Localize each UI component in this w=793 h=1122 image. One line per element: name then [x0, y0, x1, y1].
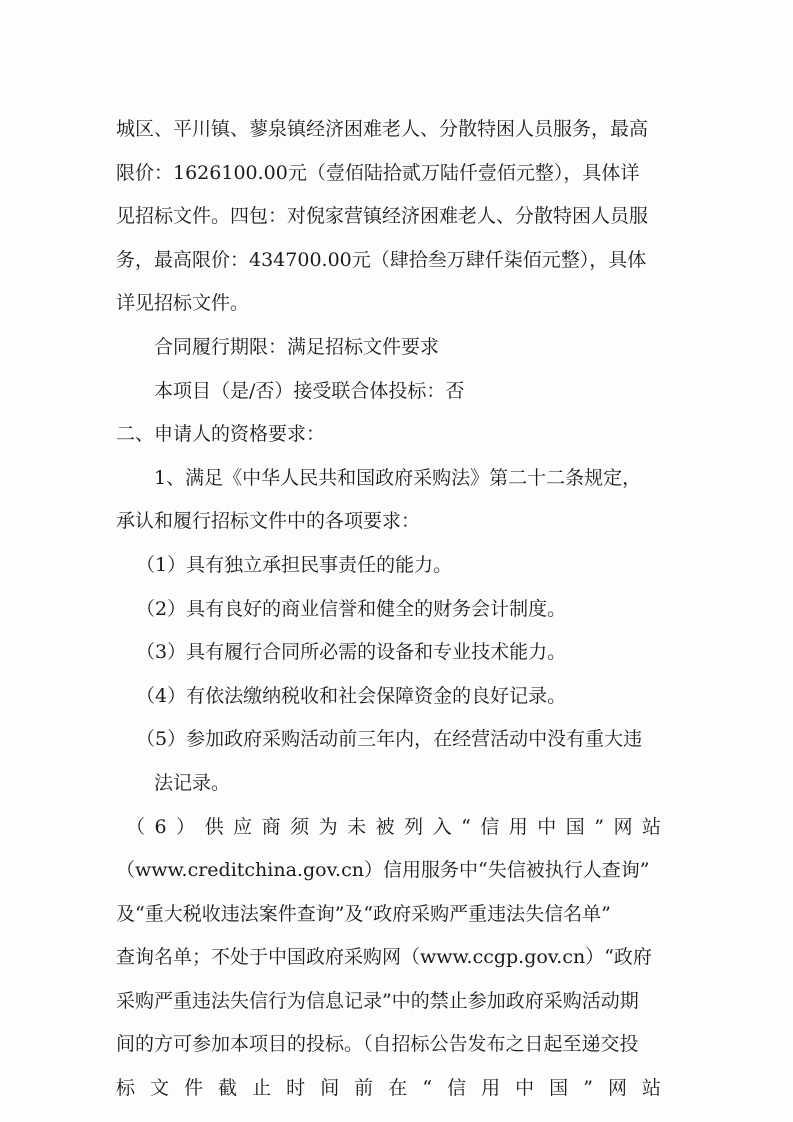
requirement-item-2: （2）具有良好的商业信誉和健全的财务会计制度。	[136, 597, 567, 620]
text-line: 限价：1626100.00元（壹佰陆拾贰万陆仟壹佰元整），具体详	[116, 161, 640, 184]
document-body	[116, 108, 661, 1111]
text-line: 采购严重违法失信行为信息记录”中的禁止参加政府采购活动期	[116, 989, 639, 1012]
contract-period-line: 合同履行期限：满足招标文件要求	[154, 335, 440, 358]
requirement-1-line: 1、满足《中华人民共和国政府采购法》第二十二条规定，	[154, 466, 642, 489]
requirement-item-1: （1）具有独立承担民事责任的能力。	[136, 553, 453, 576]
text-line: 查询名单；不处于中国政府采购网（www.ccgp.gov.cn）“政府	[116, 946, 652, 969]
requirement-item-6: （6）供应商须为未被列入“信用中国”网站	[126, 815, 661, 838]
text-line: 间的方可参加本项目的投标。（自招标公告发布之日起至递交投	[116, 1033, 639, 1056]
requirement-item-3: （3）具有履行合同所必需的设备和专业技术能力。	[136, 641, 567, 664]
text-line: 及“重大税收违法案件查询”及“政府采购严重违法失信名单”	[116, 902, 611, 925]
text-line: 标文件截止时间前在“信用中国”网站	[116, 1077, 661, 1100]
consortium-line: 本项目（是/否）接受联合体投标：否	[154, 379, 465, 402]
text-line: 承认和履行招标文件中的各项要求：	[116, 510, 421, 533]
section-heading: 二、申请人的资格要求：	[116, 423, 326, 446]
text-line: 见招标文件。四包：对倪家营镇经济困难老人、分散特困人员服	[116, 205, 649, 228]
requirement-item-4: （4）有依法缴纳税收和社会保障资金的良好记录。	[136, 684, 567, 707]
text-line: 务，最高限价：434700.00元（肆拾叁万肆仟柒佰元整），具体	[116, 248, 647, 271]
text-line: （www.creditchina.gov.cn）信用服务中“失信被执行人查询”	[116, 859, 650, 882]
text-line: 城区、平川镇、蓼泉镇经济困难老人、分散特困人员服务，最高	[116, 118, 649, 140]
requirement-item-5: （5）参加政府采购活动前三年内，在经营活动中没有重大违	[136, 728, 643, 751]
text-line: 法记录。	[154, 771, 231, 794]
text-line: 详见招标文件。	[116, 292, 250, 315]
